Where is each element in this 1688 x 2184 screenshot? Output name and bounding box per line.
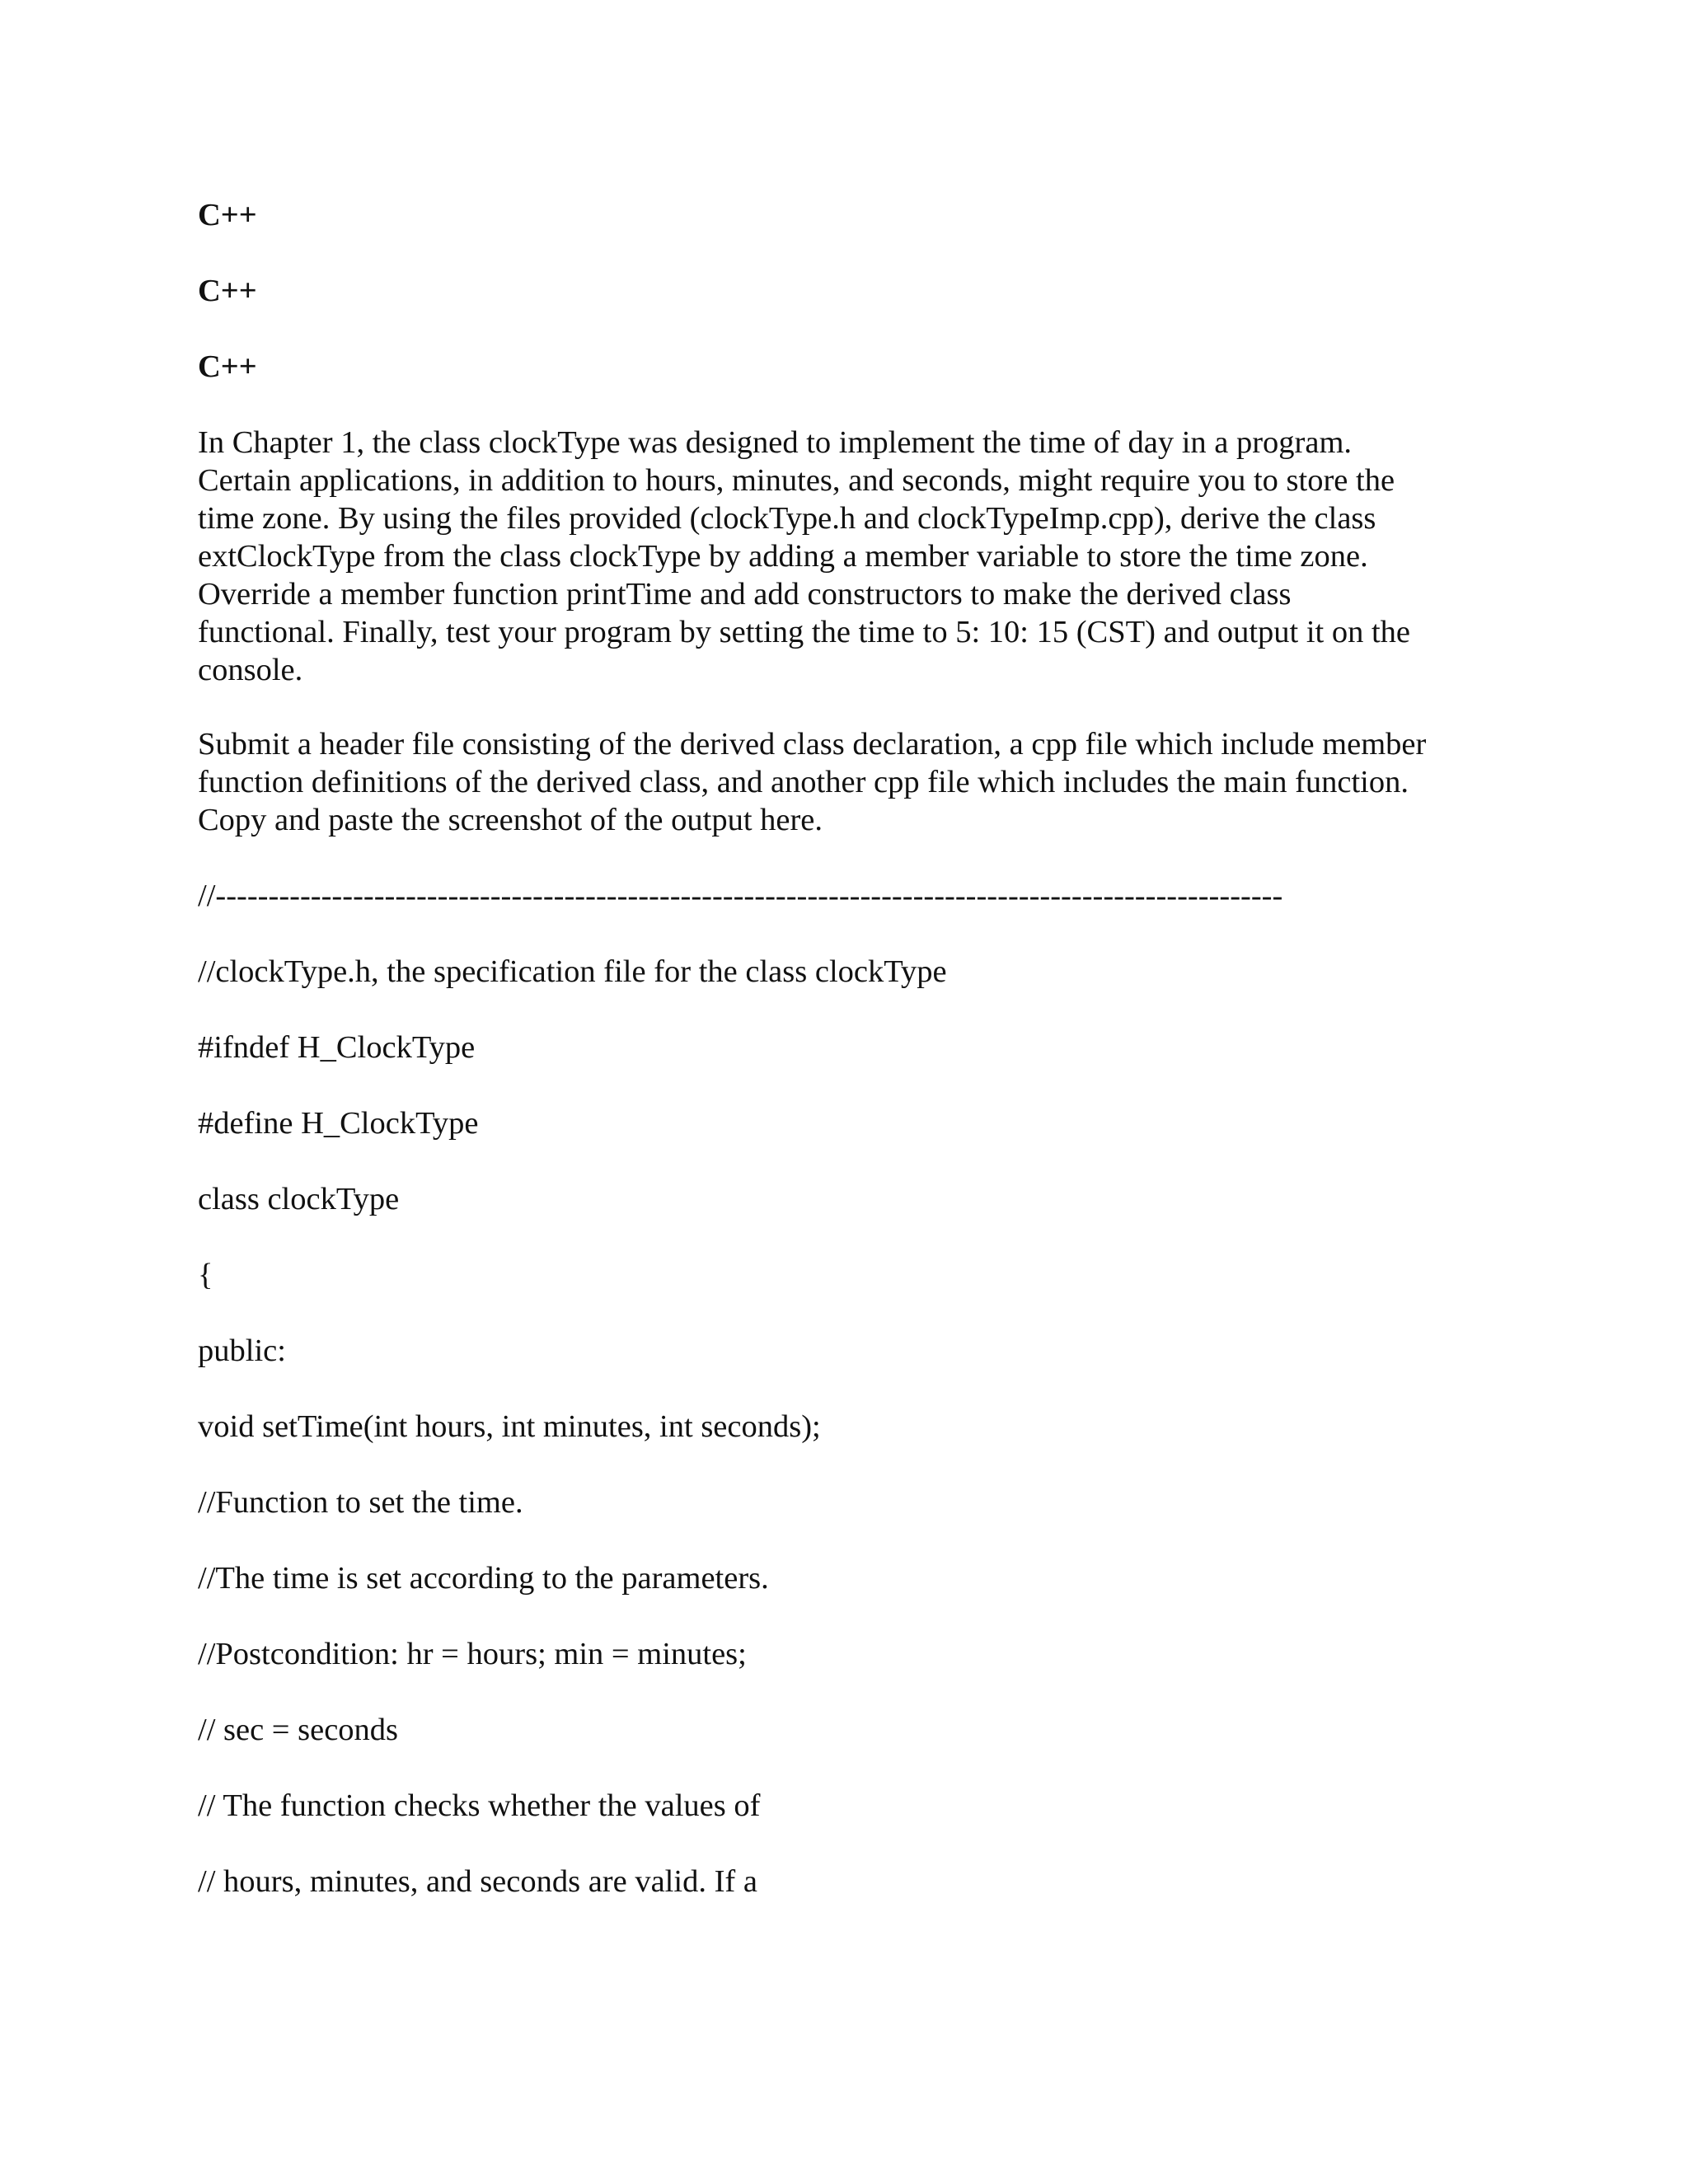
- code-line: // The function checks whether the values of: [198, 1788, 761, 1823]
- divider-comment: //-----------------------------------------------------------------------------------------------------: [198, 879, 1283, 913]
- heading-cpp-2: C++: [198, 274, 257, 308]
- intro-line: time zone. By using the files provided (clockType.h and clockTypeImp.cpp), derive the class: [198, 501, 1376, 536]
- code-line: class clockType: [198, 1182, 400, 1216]
- code-line: //The time is set according to the parameters.: [198, 1561, 769, 1596]
- code-line: //Postcondition: hr = hours; min = minutes;: [198, 1637, 747, 1671]
- code-line: // hours, minutes, and seconds are valid. If a: [198, 1864, 757, 1899]
- intro-line: Override a member function printTime and add constructors to make the derived class: [198, 577, 1292, 612]
- code-line: #ifndef H_ClockType: [198, 1030, 476, 1065]
- code-line: // sec = seconds: [198, 1713, 399, 1747]
- submit-line: Submit a header file consisting of the derived class declaration, a cpp file which include member: [198, 727, 1427, 762]
- intro-line: extClockType from the class clockType by adding a member variable to store the time zone.: [198, 539, 1368, 574]
- code-line: public:: [198, 1333, 286, 1368]
- heading-cpp-1: C++: [198, 198, 257, 232]
- intro-paragraph: [198, 424, 1517, 689]
- code-line: //Function to set the time.: [198, 1485, 523, 1520]
- heading-cpp-3: C++: [198, 349, 257, 384]
- code-line: #define H_ClockType: [198, 1106, 479, 1141]
- code-line: void setTime(int hours, int minutes, int seconds);: [198, 1409, 821, 1444]
- submit-line: function definitions of the derived class, and another cpp file which includes the main function.: [198, 765, 1409, 799]
- code-line: //clockType.h, the specification file for the class clockType: [198, 954, 947, 989]
- intro-line: console.: [198, 653, 303, 687]
- intro-line: Certain applications, in addition to hours, minutes, and seconds, might require you to store the: [198, 463, 1395, 498]
- submit-line: Copy and paste the screenshot of the output here.: [198, 803, 823, 837]
- code-line: {: [198, 1258, 213, 1292]
- intro-line: functional. Finally, test your program by setting the time to 5: 10: 15 (CST) and output it on the: [198, 615, 1411, 649]
- intro-line: In Chapter 1, the class clockType was designed to implement the time of day in a program.: [198, 425, 1353, 460]
- submit-paragraph: [198, 725, 1517, 839]
